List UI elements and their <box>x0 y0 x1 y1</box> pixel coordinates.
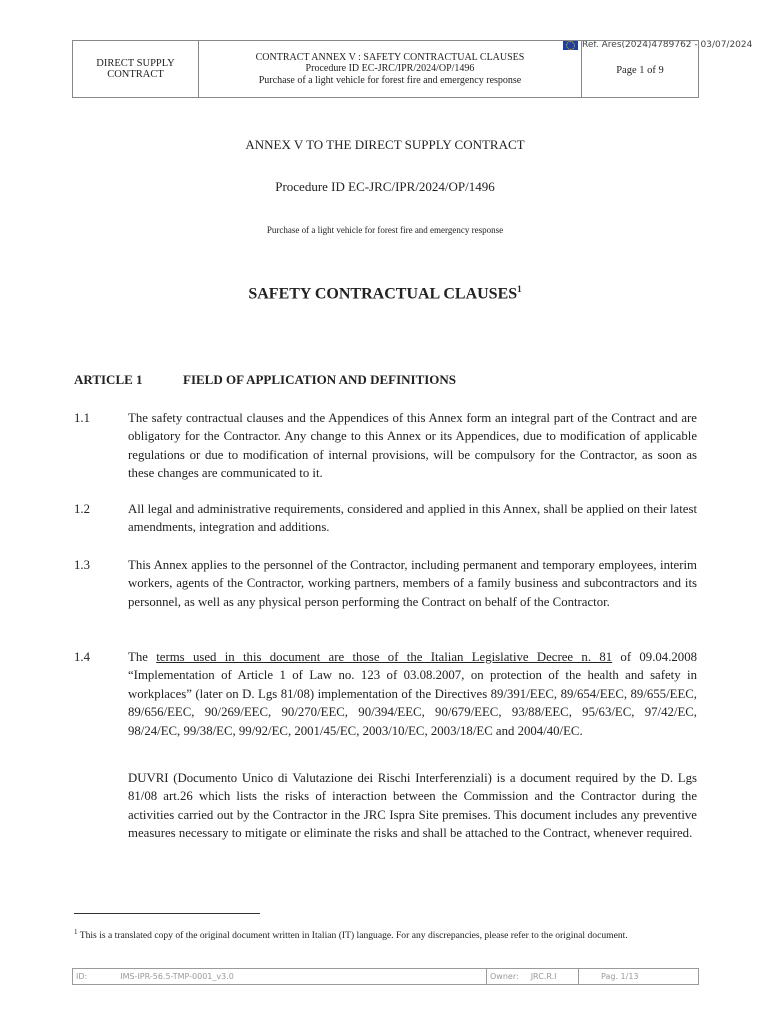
procedure-id: Procedure ID EC-JRC/IPR/2024/OP/1496 <box>275 179 495 194</box>
header-contract-type: DIRECT SUPPLY CONTRACT <box>73 41 199 97</box>
paragraph-text: All legal and administrative requirements, considered and applied in this Annex, shall be applied on their latest amendments, integration and additions. <box>128 502 697 535</box>
footer-id: ID: IMS-IPR-56.5-TMP-0001_v3.0 <box>73 969 487 984</box>
footnote-number: 1 <box>74 928 78 936</box>
paragraph-number: 1.1 <box>74 411 90 425</box>
article-heading <box>74 372 456 388</box>
header-page-number: Page 1 of 9 <box>616 65 664 76</box>
footnote-ref: 1 <box>517 284 522 294</box>
paragraph-text: The terms used in this document are those of the Italian Legislative Decree n. 81 of 09.04.2008 “Implementation of Article 1 of Law no. 123 of 03.08.2007, on protection of the health and safety in workplaces” (later on D. Lgs 81/08) implementation of the Directives 89/391/EEC, 89/654/EEC, 89/655/EEC, 89/656/EEC, 90/269/EEC, 90/270/EEC, 90/394/EEC, 90/679/EEC, 93/88/EEC, 95/63/EC, 97/42/EC, 98/24/EC, 99/38/EC, 99/92/EC, 2001/45/EC, 2003/10/EC, 2003/18/EC and 2004/40/EC. <box>128 650 697 738</box>
paragraph-text: The safety contractual clauses and the Appendices of this Annex form an integral part of the Contract and are obligatory for the Contractor. Any change to this Annex or its Appendices, due to modification of applicable regulations or due to modification of internal provisions, will be compulsory for the Contractor, as soon as these changes are communicated to it. <box>128 411 697 481</box>
paragraph-1-2 <box>74 500 697 537</box>
annex-title: ANNEX V TO THE DIRECT SUPPLY CONTRACT <box>245 137 525 152</box>
document-footer <box>72 968 699 985</box>
paragraph-text: This Annex applies to the personnel of the Contractor, including permanent and temporary employees, interim workers, agents of the Contractor, working partners, members of a family business and subcontractors and its personnel, as well as any physical person performing the Contract on behalf of the Contractor. <box>128 558 697 609</box>
paragraph-text: DUVRI (Documento Unico di Valutazione dei Rischi Interferenziali) is a document required by the D. Lgs 81/08 art.26 which lists the risks of interaction between the Commission and the Contractor during the activities carried out by the Contractor in the JRC Ispra Site premises. This document includes any preventive measures necessary to mitigate or eliminate the risks and shall be attached to the Contract, whenever required. <box>128 771 697 841</box>
footer-page: Pag. 1/13 <box>601 972 639 981</box>
purchase-subject: Purchase of a light vehicle for forest fire and emergency response <box>266 225 504 235</box>
paragraph-number: 1.2 <box>74 502 90 516</box>
document-header <box>72 40 699 98</box>
article-title: FIELD OF APPLICATION AND DEFINITIONS <box>183 372 457 387</box>
footnote-separator <box>74 913 260 914</box>
footnote-text: This is a translated copy of the original document written in Italian (IT) language. For any discrepancies, please refer to the original document. <box>79 930 628 942</box>
paragraph-1-3 <box>74 556 697 611</box>
paragraph-1-4 <box>74 648 697 740</box>
stamp-text: Ref. Ares(2024)4789762 - 03/07/2024 <box>582 40 753 50</box>
header-contract-title: CONTRACT ANNEX V : SAFETY CONTRACTUAL CLAUSES Procedure ID EC-JRC/IPR/2024/OP/1496 Purchase of a light vehicle for forest fire and emergency response <box>199 41 582 97</box>
paragraph-1-1 <box>74 409 697 483</box>
article-number: ARTICLE 1 <box>74 372 143 387</box>
footnote <box>74 925 697 943</box>
legislative-decree-link: terms used in this document are those of the Italian Legislative Decree n. 81 <box>156 650 613 664</box>
paragraph-number: 1.4 <box>74 650 90 664</box>
paragraph-number: 1.3 <box>74 558 90 572</box>
paragraph-1-4-duvri <box>74 769 697 843</box>
footer-owner: Owner: JRC.R.I <box>487 969 579 984</box>
main-title: SAFETY CONTRACTUAL CLAUSES$^1$ <box>248 284 522 303</box>
